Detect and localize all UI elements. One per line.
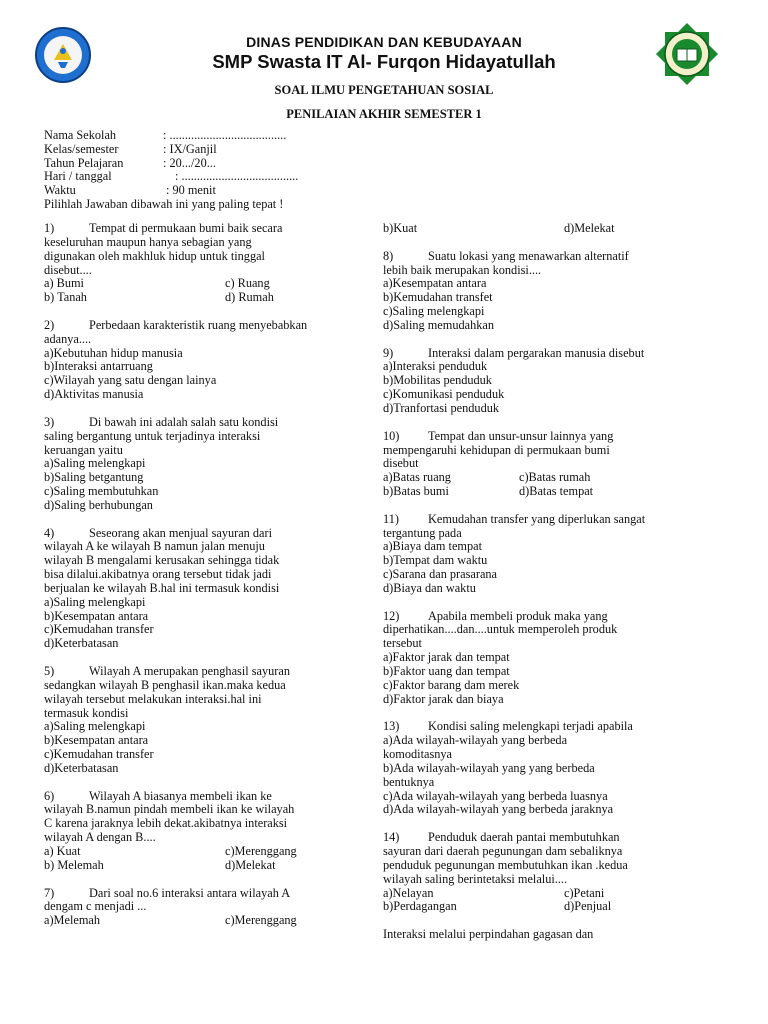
answer-option: d)Biaya dan waktu	[383, 580, 476, 595]
question-text: bisa dilalui.akibatnya orang tersebut tidak jadi	[44, 567, 272, 582]
question-text: Interaksi dalam pergarakan manusia disebut	[428, 345, 645, 360]
answer-option: a) Kuat	[44, 843, 81, 858]
question-text: Di bawah ini adalah salah satu kondisi	[89, 414, 279, 429]
answer-option: c)Saling melengkapi	[383, 304, 485, 319]
answer-option: bentuknya	[383, 774, 435, 789]
instruction-text: Pilihlah Jawaban dibawah ini yang paling tepat !	[44, 196, 284, 211]
question-number: 12)	[383, 608, 400, 623]
question-text: keseluruhan maupun hanya sebagian yang	[44, 234, 252, 249]
info-value: : IX/Ganjil	[163, 141, 217, 156]
question-text: Wilayah A biasanya membeli ikan ke	[89, 788, 272, 803]
answer-option: b)Kesempatan antara	[44, 608, 149, 623]
question-number: 8)	[383, 248, 394, 263]
info-label: Tahun Pelajaran	[44, 155, 124, 170]
school-emblem-logo-icon	[655, 22, 719, 86]
answer-option: a)Kesempatan antara	[383, 276, 487, 291]
answer-option: c)Komunikasi penduduk	[383, 387, 505, 402]
answer-option: c)Merenggang	[225, 913, 297, 928]
question-number: 1)	[44, 221, 55, 235]
question-number: 14)	[383, 830, 400, 845]
question-number: 3)	[44, 414, 55, 429]
question-text: Kondisi saling melengkapi terjadi apabila	[428, 719, 633, 734]
question-text: Wilayah A merupakan penghasil sayuran	[89, 664, 290, 678]
answer-option: a)Nelayan	[383, 885, 434, 900]
question-text: wilayah A dengan B....	[44, 830, 156, 845]
answer-option: d)Faktor jarak dan biaya	[383, 691, 504, 706]
question-text: berjualan ke wilayah B.hal ini termasuk kondisi	[44, 580, 280, 595]
question-text: wilayah A ke wilayah B namun jalan menuju	[44, 539, 265, 554]
answer-option: b)Kemudahan transfet	[383, 290, 493, 305]
answer-option: a)Batas ruang	[383, 470, 451, 485]
answer-option: c)Saling membutuhkan	[44, 484, 159, 499]
answer-option: d)Saling memudahkan	[383, 317, 494, 332]
info-label: Hari / tanggal	[44, 169, 112, 184]
answer-option: a)Saling melengkapi	[44, 456, 146, 471]
question-7	[44, 887, 344, 929]
answer-option: a)Faktor jarak dan tempat	[383, 650, 510, 665]
question-number: 11)	[383, 511, 399, 526]
answer-option: c)Faktor barang dam merek	[383, 677, 520, 692]
info-value: : 90 menit	[166, 183, 216, 198]
question-8	[383, 250, 703, 333]
question-text: Perbedaan karakteristik ruang menyebabkan	[89, 317, 308, 332]
question-text: Kemudahan transfer yang diperlukan sangat	[428, 511, 646, 526]
info-value: : ......................................	[163, 128, 287, 142]
questions-left-column	[44, 222, 344, 942]
question-4	[44, 527, 344, 652]
answer-option: c)Wilayah yang satu dengan lainya	[44, 373, 217, 388]
question-number: 4)	[44, 525, 55, 540]
answer-option: a)Saling melengkapi	[44, 594, 146, 609]
question-14	[383, 831, 703, 914]
question-10	[383, 430, 703, 499]
answer-option: b) Melemah	[44, 857, 104, 872]
answer-option: c)Kemudahan transfer	[44, 747, 154, 762]
question-text: wilayah tersebut melakukan interaksi.hal ini	[44, 691, 262, 706]
answer-option: a) Bumi	[44, 276, 84, 291]
question-text: termasuk kondisi	[44, 705, 129, 720]
info-label: Waktu	[44, 183, 76, 198]
department-name: DINAS PENDIDIKAN DAN KEBUDAYAAN	[246, 34, 522, 50]
answer-option: c) Ruang	[225, 276, 270, 291]
question-15	[383, 928, 703, 942]
answer-option: d) Rumah	[225, 290, 274, 305]
question-text: sayuran dari daerah pegunungan dam sebaliknya	[383, 843, 623, 858]
question-text: Tempat dan unsur-unsur lainnya yang	[428, 428, 614, 443]
question-number: 13)	[383, 719, 400, 734]
answer-option: a)Saling melengkapi	[44, 719, 146, 734]
question-text: C karena jaraknya lebih dekat.akibatnya interaksi	[44, 816, 288, 831]
question-number: 9)	[383, 345, 394, 360]
exam-period-title: PENILAIAN AKHIR SEMESTER 1	[286, 107, 482, 121]
answer-option: a)Kebutuhan hidup manusia	[44, 345, 183, 360]
info-value: : 20.../20...	[163, 155, 216, 170]
answer-option: b)Tempat dam waktu	[383, 553, 488, 568]
question-1	[44, 222, 344, 305]
question-number: 2)	[44, 317, 55, 332]
question-text: Interaksi melalui perpindahan gagasan dan	[383, 927, 594, 942]
answer-option: d)Ada wilayah-wilayah yang berbeda jaraknya	[383, 802, 614, 817]
answer-option: b)Batas bumi	[383, 484, 449, 499]
answer-option: d)Aktivitas manusia	[44, 387, 144, 402]
question-number: 6)	[44, 788, 55, 803]
answer-option: d)Keterbatasan	[44, 636, 119, 651]
document-header	[0, 0, 768, 121]
answer-option: b)Kesempatan antara	[44, 733, 149, 748]
answer-option: d)Melekat	[564, 221, 615, 235]
answer-option: b)Perdagangan	[383, 899, 457, 914]
question-text: saling bergantung untuk terjadinya interaksi	[44, 428, 261, 443]
question-7-continued	[383, 222, 703, 236]
question-text: diperhatikan....dan....untuk memperoleh produk	[383, 622, 618, 637]
answer-option: b)Saling betgantung	[44, 470, 144, 485]
answer-option: b) Tanah	[44, 290, 87, 305]
info-label: Nama Sekolah	[44, 128, 117, 142]
answer-option: a)Interaksi penduduk	[383, 359, 488, 374]
question-text: disebut	[383, 456, 419, 471]
answer-option: d)Keterbatasan	[44, 760, 119, 775]
question-2	[44, 319, 344, 402]
question-text: disebut....	[44, 262, 92, 277]
answer-option: komoditasnya	[383, 747, 452, 762]
answer-option: d)Tranfortasi penduduk	[383, 400, 500, 415]
question-text: Tempat di permukaan bumi baik secara	[89, 221, 283, 235]
answer-option: d)Melekat	[225, 857, 276, 872]
answer-option: a)Biaya dam tempat	[383, 539, 483, 554]
answer-option: c)Sarana dan prasarana	[383, 567, 498, 582]
question-text: wilayah B mengalami kerusakan sehingga tidak	[44, 553, 280, 568]
question-text: lebih baik merupakan kondisi....	[383, 262, 542, 277]
question-text: Apabila membeli produk maka yang	[428, 608, 608, 623]
questions-right-column	[383, 222, 703, 956]
answer-option: d)Batas tempat	[519, 484, 594, 499]
exam-subject-title: SOAL ILMU PENGETAHUAN SOSIAL	[274, 83, 494, 97]
answer-option: c)Merenggang	[225, 843, 297, 858]
answer-option: a)Ada wilayah-wilayah yang berbeda	[383, 733, 568, 748]
question-text: Penduduk daerah pantai membutuhkan	[428, 830, 620, 845]
answer-option: d)Penjual	[564, 899, 612, 914]
answer-option: b)Interaksi antarruang	[44, 359, 153, 374]
question-text: tergantung pada	[383, 525, 462, 540]
question-3	[44, 416, 344, 513]
question-text: penduduk pegunungan membutuhkan ikan .kedua	[383, 857, 628, 872]
question-5	[44, 665, 344, 776]
info-value: : ......................................	[175, 169, 299, 184]
answer-option: d)Saling berhubungan	[44, 497, 153, 512]
question-text: Suatu lokasi yang menawarkan alternatif	[428, 248, 629, 263]
question-text: adanya....	[44, 331, 92, 346]
question-number: 10)	[383, 428, 400, 443]
answer-option: a)Melemah	[44, 913, 100, 928]
question-number: 7)	[44, 885, 55, 900]
answer-option: b)Faktor uang dan tempat	[383, 664, 510, 678]
question-text: mempengaruhi kehidupan di permukaan bumi	[383, 442, 610, 457]
answer-option: b)Mobilitas penduduk	[383, 373, 492, 388]
question-text: tersebut	[383, 636, 422, 651]
question-13	[383, 720, 703, 817]
info-label: Kelas/semester	[44, 141, 119, 156]
question-text: dengam c menjadi ...	[44, 899, 147, 914]
question-text: digunakan oleh makhluk hidup untuk tinggal	[44, 248, 265, 263]
answer-option: b)Kuat	[383, 221, 418, 235]
question-9	[383, 347, 703, 416]
answer-option: b)Ada wilayah-wilayah yang yang berbeda	[383, 760, 595, 775]
answer-option: c)Petani	[564, 885, 605, 900]
question-number: 5)	[44, 664, 55, 678]
question-text: Seseorang akan menjual sayuran dari	[89, 525, 273, 540]
answer-option: c)Kemudahan transfer	[44, 622, 154, 637]
answer-option: c)Ada wilayah-wilayah yang berbeda luasnya	[383, 788, 608, 803]
question-text: Dari soal no.6 interaksi antara wilayah A	[89, 885, 291, 900]
question-text: sedangkan wilayah B penghasil ikan.maka kedua	[44, 677, 286, 692]
question-text: wilayah B.namun pindah membeli ikan ke wilayah	[44, 802, 295, 817]
question-11	[383, 513, 703, 596]
question-12	[383, 610, 703, 707]
answer-option: c)Batas rumah	[519, 470, 591, 485]
question-text: wilayah saling berintetaksi melalui....	[383, 871, 568, 886]
question-text: keruangan yaitu	[44, 442, 123, 457]
question-6	[44, 790, 344, 873]
school-name: SMP Swasta IT Al- Furqon Hidayatullah	[212, 51, 556, 72]
